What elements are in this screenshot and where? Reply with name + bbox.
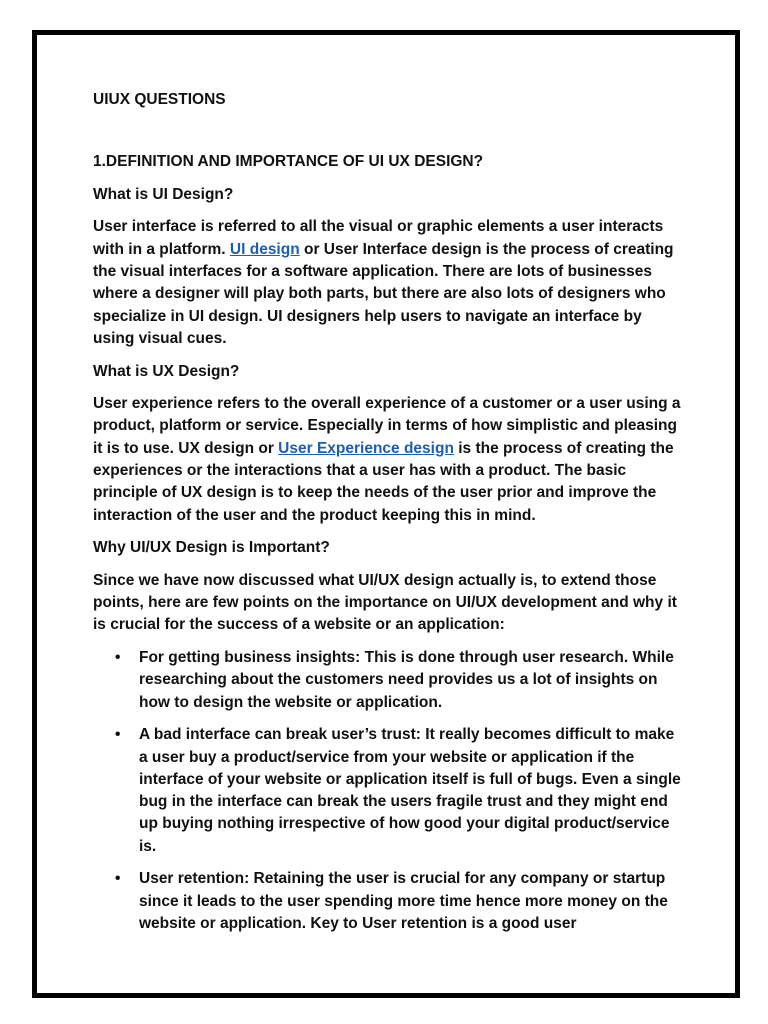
importance-bullet-list	[93, 647, 683, 935]
list-item	[93, 868, 683, 935]
question-ui-design: What is UI Design?	[93, 185, 234, 203]
document-body	[93, 89, 683, 945]
paragraph-text: User interface is referred to all the visual or graphic elements a user interacts with in a platform.	[93, 218, 664, 258]
document-page	[32, 30, 740, 998]
question-importance: Why UI/UX Design is Important?	[93, 539, 330, 557]
paragraph-text: or User Interface design is the process of creating the visual interfaces for a software application. There are lots of businesses where a designer will play both parts, but there are also lots of designers who specialize in UI design. UI designers help users to navigate an interface by using visual cues.	[93, 240, 674, 347]
list-item-text: For getting business insights: This is done through user research. While researching about the customers need provides us a lot of insights on how to design the website or application.	[139, 649, 674, 711]
ui-design-link[interactable]: UI design	[229, 240, 300, 258]
section-heading: 1.DEFINITION AND IMPORTANCE OF UI UX DESIGN?	[93, 153, 484, 171]
list-item-text: User retention: Retaining the user is crucial for any company or startup since it leads to the user spending more time hence more money on the website or application. Key to User retention is a good user	[139, 870, 668, 932]
user-experience-design-link[interactable]: User Experience design	[278, 439, 454, 457]
bullet-icon: •	[115, 726, 121, 744]
bullet-icon: •	[115, 649, 121, 667]
list-item	[93, 647, 683, 714]
paragraph-text: User experience refers to the overall experience of a customer or a user using a product, platform or service. Especially in terms of how simplistic and pleasing it is to use. UX design or	[93, 395, 681, 457]
paragraph-ui-design	[93, 216, 683, 350]
paragraph-importance: Since we have now discussed what UI/UX design actually is, to extend those points, here are few points on the importance on UI/UX development and why it is crucial for the success of a website or an application:	[93, 571, 677, 634]
bullet-icon: •	[115, 870, 121, 888]
list-item	[93, 724, 683, 858]
paragraph-text: is the process of creating the experiences or the interactions that a user has with a product. The basic principle of UX design is to keep the needs of the user prior and improve the interaction of the user and the product keeping this in mind.	[93, 439, 674, 524]
document-title: UIUX QUESTIONS	[93, 91, 226, 108]
paragraph-ux-design	[93, 393, 683, 527]
question-ux-design: What is UX Design?	[93, 362, 240, 380]
list-item-text: A bad interface can break user’s trust: It really becomes difficult to make a user buy a product/service from your website or application if the interface of your website or application itself is full of bugs. Even a single bug in the interface can break the users fragile trust and they might end up buying nothing irrespective of how good your digital product/service is.	[139, 726, 681, 855]
